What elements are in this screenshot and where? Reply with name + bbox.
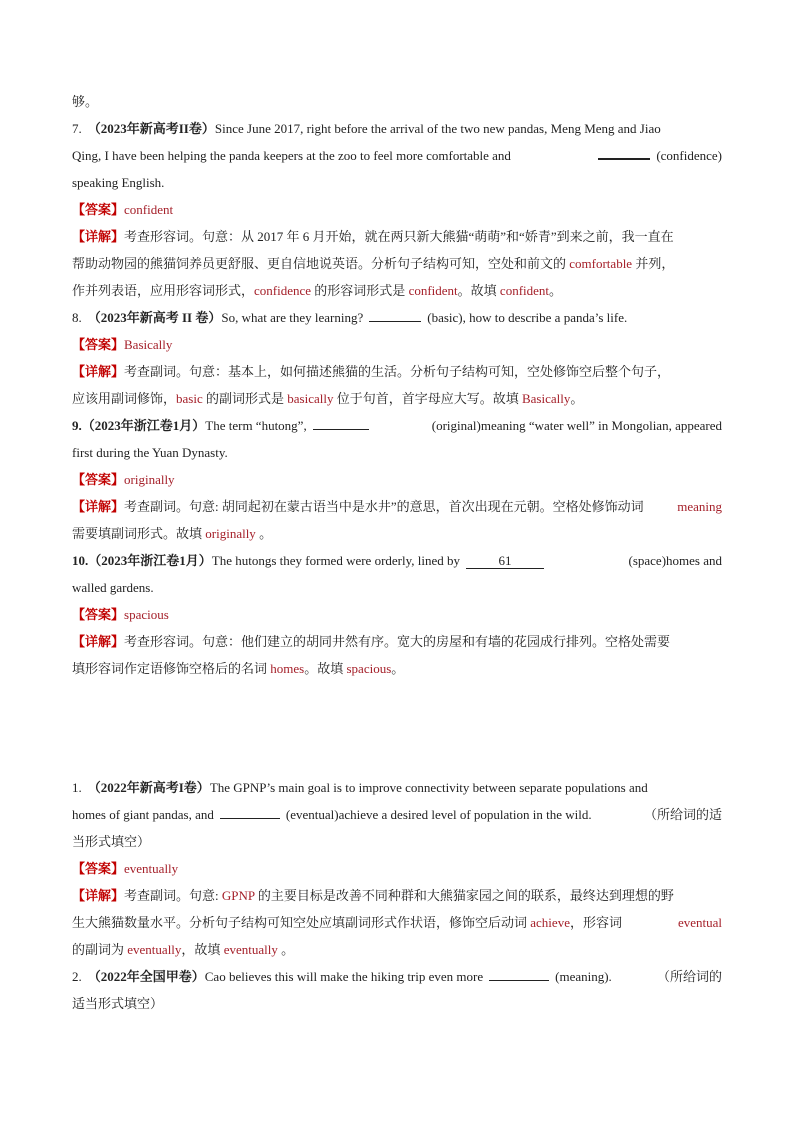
answer-blank[interactable]: 61: [466, 554, 544, 569]
question-text: speaking English.: [72, 175, 165, 190]
page-part-2: [72, 774, 722, 1017]
answer-blank[interactable]: [489, 968, 549, 981]
question-text: So, what are they learning?: [221, 310, 364, 325]
question-text: first during the Yuan Dynasty.: [72, 445, 228, 460]
detail-line: 应该用副词修饰，basic 的副词形式是 basically 位于句首，首字母应大写。故填 Basically。: [72, 391, 584, 406]
question-text: (space)homes and: [628, 553, 722, 568]
question-source: （2023年新高考II卷）: [87, 121, 215, 136]
answer-blank[interactable]: [598, 146, 650, 160]
detail-line: 【详解】考查形容词。句意：他们建立的胡同井然有序。宽大的房屋和有墙的花园成行排列。空格处需要: [72, 634, 671, 649]
answer-line: [72, 601, 722, 628]
question-text: 当形式填空）: [72, 834, 151, 849]
question-text: (basic), how to describe a panda’s life.: [427, 310, 628, 325]
question-8: [72, 304, 722, 412]
question-1: [72, 774, 722, 963]
question-text: （所给词的: [656, 969, 722, 984]
intro-tail: 够。: [72, 94, 99, 109]
question-number: 1.: [72, 780, 82, 795]
answer-blank[interactable]: [220, 806, 280, 819]
question-text: walled gardens.: [72, 580, 154, 595]
question-text: 适当形式填空）: [72, 996, 164, 1011]
detail-line: 作并列表语，应用形容词形式，confidence 的形容词形式是 confident。故填 confident。: [72, 283, 563, 298]
answer-line: [72, 466, 722, 493]
question-source: （2023年浙江卷1月）: [81, 418, 206, 433]
answer-value: originally: [124, 472, 175, 487]
question-text: The term “hutong”,: [205, 418, 307, 433]
answer-blank[interactable]: [313, 417, 369, 430]
page-part-1: [72, 88, 722, 682]
question-source: （2022年全国甲卷）: [87, 969, 205, 984]
answer-label: 【答案】: [72, 337, 125, 352]
detail-line: 帮助动物园的熊猫饲养员更舒服、更自信地说英语。分析句子结构可知，空处和前文的 comfortable 并列，: [72, 256, 675, 271]
question-text: (original)meaning “water well” in Mongolian, appeared: [431, 418, 722, 433]
question-number: 9.: [72, 418, 82, 433]
answer-line: [72, 855, 722, 882]
question-10: [72, 547, 722, 682]
question-text: The hutongs they formed were orderly, lined by: [211, 553, 461, 568]
question-text: homes of giant pandas, and: [72, 807, 214, 822]
answer-value: eventually: [124, 861, 179, 876]
detail-line: 【详解】考查副词。句意: GPNP 的主要目标是改善不同种群和大熊猫家园之间的联系，最终达到理想的野: [72, 888, 674, 903]
answer-value: Basically: [124, 337, 173, 352]
detail-line: 【详解】考查形容词。句意：从 2017 年 6 月开始，就在两只新大熊猫“萌萌”和“娇青”到来之前，我一直在: [72, 229, 674, 244]
question-text: (confidence): [656, 148, 722, 163]
answer-value: spacious: [124, 607, 169, 622]
question-source: （2023年浙江卷1月）: [88, 553, 212, 568]
question-text: (meaning).: [555, 969, 612, 984]
question-text: Cao believes this will make the hiking trip even more: [204, 969, 484, 984]
answer-label: 【答案】: [72, 861, 125, 876]
question-text: Qing, I have been helping the panda keepers at the zoo to feel more comfortable and: [72, 148, 511, 163]
question-number: 10.: [72, 553, 89, 568]
answer-value: confident: [124, 202, 174, 217]
detail-label: 【详解】: [72, 888, 125, 903]
detail-line: 的副词为 eventually，故填 eventually 。: [72, 942, 295, 957]
question-9: [72, 412, 722, 547]
detail-line: 填形容词作定语修饰空格后的名词 homes。故填 spacious。: [72, 661, 405, 676]
detail-label: 【详解】: [72, 499, 125, 514]
answer-line: [72, 331, 722, 358]
question-source: （2022年新高考I卷）: [87, 780, 210, 795]
detail-label: 【详解】: [72, 364, 125, 379]
detail-line: 【详解】考查副词。句意：基本上，如何描述熊猫的生活。分析句子结构可知，空处修饰空后整个句子，: [72, 364, 671, 379]
question-7: [72, 115, 722, 304]
question-number: 7.: [72, 121, 82, 136]
detail-line: 需要填副词形式。故填 originally 。: [72, 526, 273, 541]
detail-label: 【详解】: [72, 634, 125, 649]
detail-line: 【详解】考查副词。句意: 胡同起初在蒙古语当中是水井”的意思，首次出现在元朝。空格处修饰动词 meaning: [72, 499, 722, 514]
question-text: (eventual)achieve a desired level of population in the wild.: [285, 807, 592, 822]
question-source: （2023年新高考 II 卷）: [87, 310, 222, 325]
answer-label: 【答案】: [72, 472, 125, 487]
detail-label: 【详解】: [72, 229, 125, 244]
answer-label: 【答案】: [72, 202, 125, 217]
question-text: Since June 2017, right before the arrival of the two new pandas, Meng Meng and Jiao: [214, 121, 661, 136]
question-text: （所给词的适: [643, 807, 722, 822]
question-text: The GPNP’s main goal is to improve connectivity between separate populations and: [209, 780, 648, 795]
question-number: 2.: [72, 969, 82, 984]
detail-line: 生大熊猫数量水平。分析句子结构可知空处应填副词形式作状语，修饰空后动词 achieve，形容词 eventual: [72, 915, 722, 930]
answer-label: 【答案】: [72, 607, 125, 622]
answer-line: [72, 196, 722, 223]
answer-blank[interactable]: [369, 309, 421, 322]
question-2: [72, 963, 722, 1017]
question-number: 8.: [72, 310, 82, 325]
